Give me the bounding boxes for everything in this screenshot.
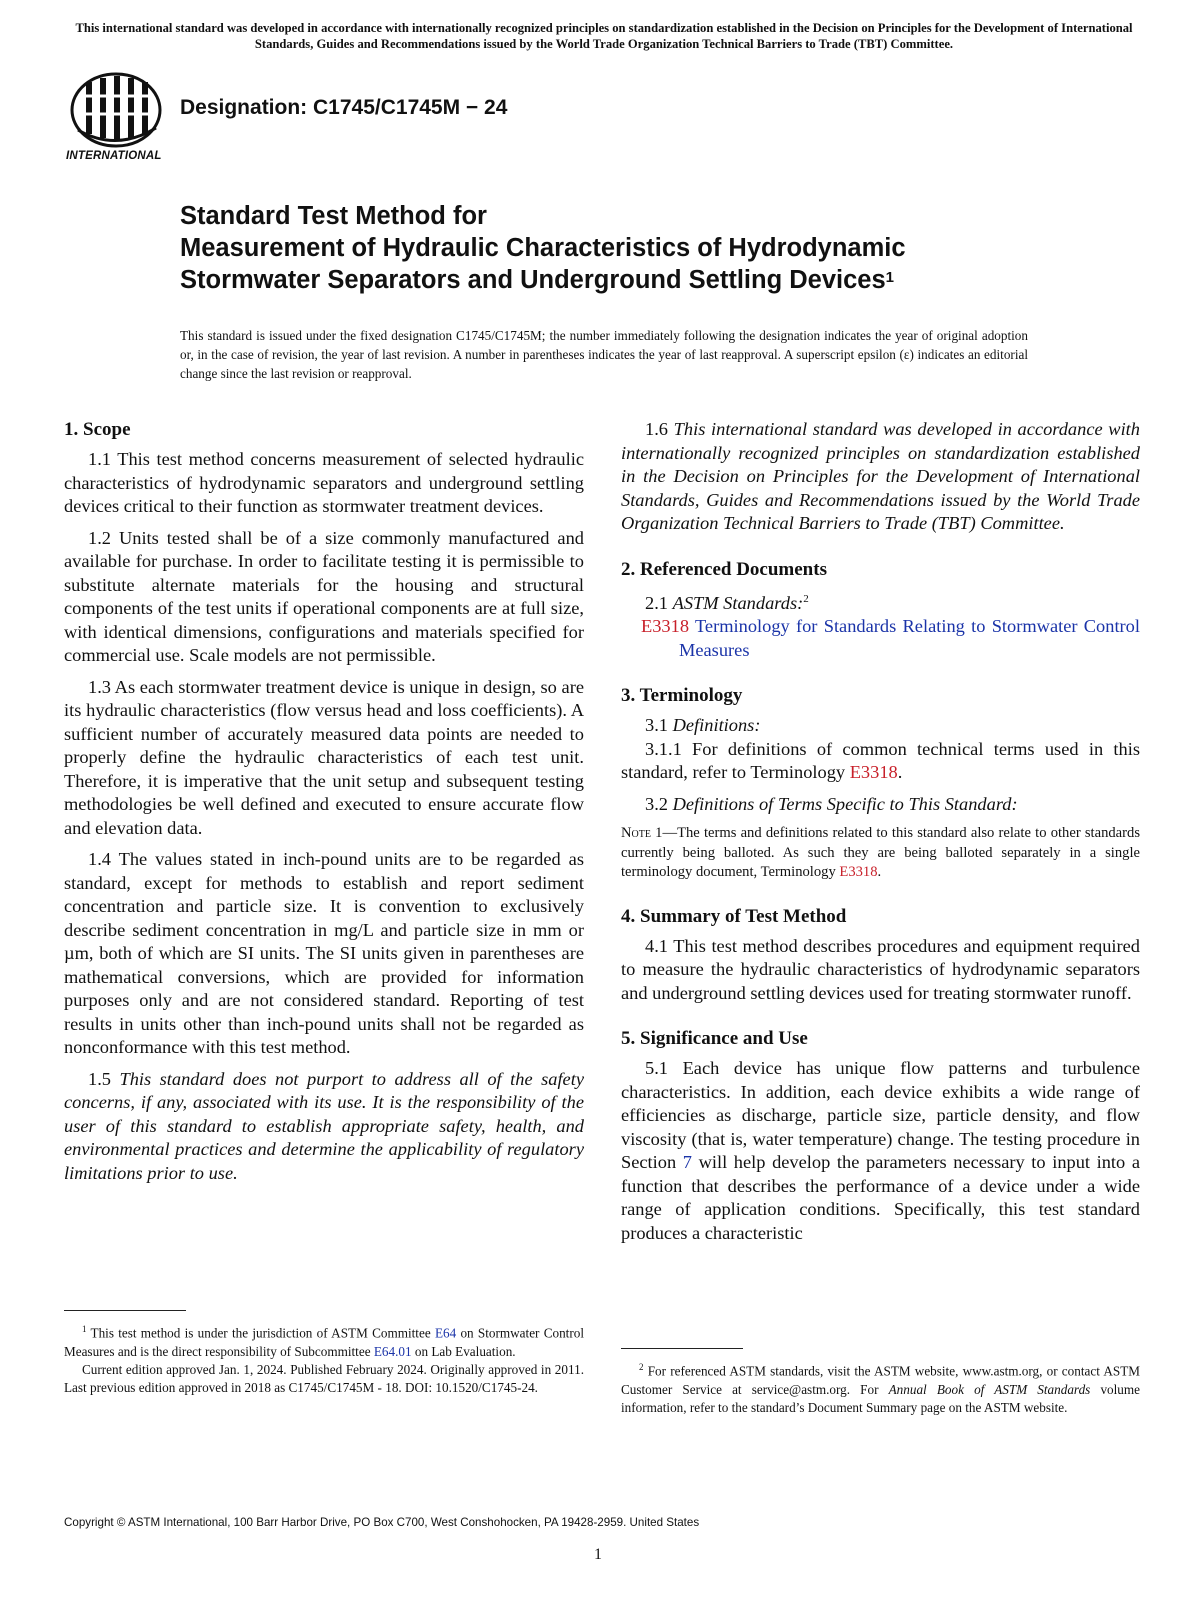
- page-number: 1: [594, 1546, 602, 1563]
- document-title: [180, 200, 1080, 296]
- logo-wordmark: INTERNATIONAL: [66, 150, 162, 162]
- section-heading-scope: 1. Scope: [64, 419, 131, 440]
- subcommittee-e64-01-link[interactable]: E64.01: [373, 1343, 412, 1359]
- designation: Designation: C1745/C1745M − 24: [180, 96, 508, 119]
- paragraph-1-5-text: This standard does not purport to address all of the safety concerns, if any, associated with its use. It is the responsibility of the user of this standard to establish appropriate safety, health, and environmental practices and determine the applicability of regulatory limitations prior to use.: [64, 1068, 584, 1183]
- paragraph-3-2-text: Definitions of Terms Specific to This Standard:: [672, 793, 1018, 814]
- paragraph-1-4: 1.4 The values stated in inch-pound units are to be regarded as standard, except for methods to establish and report sediment concentration and particle size. It is convention to exclusively describe sediment concentration in mg/L and particle size in mm or µm, both of which are SI units. The SI units given in parentheses are mathematical conversions, which are provided for information purposes only and are not considered standard. Reporting of test results in units other than inch-pound units shall not be regarded as nonconformance with this test method.: [64, 849, 584, 1057]
- footnote-1: [64, 1320, 584, 1398]
- paragraph-3-1-1-end: .: [897, 762, 903, 783]
- section-heading-referenced-documents: 2. Referenced Documents: [621, 558, 827, 580]
- paragraph-1-2: 1.2 Units tested shall be of a size commonly manufactured and available for purchase. In order to facilitate testing it is permissible to substitute alternate materials for the housing and structural components of the test units if operational components are at full size, with identical dimensions, configurations and materials specified for commercial use. Scale models are not permissible.: [64, 527, 584, 665]
- paragraph-3-1-number: 3.1: [645, 715, 668, 736]
- reference-title-link[interactable]: Terminology for Standards Relating to Stormwater Control Measures: [679, 616, 1140, 660]
- committee-e64-link[interactable]: E64: [434, 1325, 457, 1341]
- note-end: .: [877, 864, 882, 881]
- paragraph-3-2-number: 3.2: [645, 793, 668, 814]
- paragraph-1-6-text: This international standard was developed in accordance with internationally recognized principles on standardization established in the Decision on Principles for the Development of International Standards, Guides and Recommendations issued by the World Trade Organization Technical Barriers to Trade (TBT) Committee.: [621, 419, 1140, 533]
- paragraph-3-1-1-text: 3.1.1 For definitions of common technical terms used in this standard, refer to Terminology: [621, 738, 1140, 783]
- paragraph-5-1-text: 5.1 Each device has unique flow patterns and turbulence characteristics. In addition, each device exhibits a wide range of efficiencies as discharge, particle size, particle density, and flow viscosity (that is, water temperature) change. The testing procedure in Section: [621, 1058, 1140, 1173]
- paragraph-1-5: [64, 1068, 584, 1186]
- footnote-2-book-title: Annual Book of ASTM Standards: [888, 1381, 1091, 1397]
- paragraph-1-3: 1.3 As each stormwater treatment device is unique in design, so are its hydraulic characteristics (flow versus head and loss coefficients). A sufficient number of accurately measured data points are needed to properly define the hydraulic characteristics of each test unit. Therefore, it is imperative that the unit setup and subsequent testing methodologies be well defined and executed to ensure accurate flow and elevation data.: [64, 676, 584, 838]
- left-column: [64, 418, 584, 1193]
- reference-code-link[interactable]: E3318: [641, 616, 690, 637]
- paragraph-3-1-text: Definitions:: [672, 715, 761, 736]
- footnote-2-text: [621, 1358, 1140, 1417]
- section-heading-terminology: 3. Terminology: [621, 685, 743, 707]
- footnote-2-text-a: For referenced ASTM standards, visit the ASTM website, www.astm.org, or contact ASTM Customer Service at service@astm.org. For: [621, 1363, 1140, 1397]
- note-1: [621, 824, 1140, 883]
- footnote-1-text-a: This test method is under the jurisdiction of ASTM Committee: [86, 1325, 435, 1341]
- footnote-2: [621, 1358, 1140, 1417]
- title-footnote-mark[interactable]: 1: [885, 269, 895, 286]
- right-column: [621, 418, 1140, 1253]
- footnote-1-mark: 1: [82, 1324, 87, 1334]
- top-note: This international standard was developed in accordance with internationally recognized principles on standardization established in the Decision on Principles for the Development of International Standards, Guides and Recommendations issued by the World Trade Organization Technical Barriers to Trade (TBT) Committee.: [75, 21, 1133, 51]
- paragraph-2-1-number: 2.1: [645, 592, 668, 613]
- note-link-e3318[interactable]: E3318: [839, 864, 878, 881]
- footnote-2-mark: 2: [639, 1362, 644, 1372]
- reference-entry-e3318: [641, 615, 1140, 662]
- terminology-link-e3318[interactable]: E3318: [849, 762, 898, 783]
- section-7-link[interactable]: 7: [682, 1152, 692, 1173]
- paragraph-1-5-number: 1.5: [88, 1068, 111, 1089]
- paragraph-1-1: 1.1 This test method concerns measurement of selected hydraulic characteristics of hydrodynamic separators and underground settling devices critical to their function as stormwater treatment devices.: [64, 449, 584, 516]
- note-label: Note 1: [621, 825, 663, 842]
- title-line-3: [180, 264, 1080, 296]
- paragraph-3-1: [621, 714, 1140, 738]
- astm-logo: [64, 70, 170, 166]
- footnote-1-current-edition: Current edition approved Jan. 1, 2024. Published February 2024. Originally approved in 2011. Last previous edition approved in 2018 as C1745/C1745M - 18. DOI: 10.1520/C1745-24.: [64, 1361, 584, 1396]
- copyright-line: Copyright © ASTM International, 100 Barr Harbor Drive, PO Box C700, West Conshohocken, PA 19428-2959. United States: [64, 1516, 700, 1529]
- paragraph-1-6-number: 1.6: [645, 419, 668, 439]
- footnote-1-text-c: on Lab Evaluation.: [411, 1343, 516, 1359]
- issue-note: This standard is issued under the fixed designation C1745/C1745M; the number immediately following the designation indicates the year of original adoption or, in the case of revision, the year of last revision. A number in parentheses indicates the year of last reapproval. A superscript epsilon (ε) indicates an editorial change since the last revision or reapproval.: [180, 328, 1028, 381]
- paragraph-5-1-text-end: will help develop the parameters necessary to input into a function that describes the performance of a device under a wide range of application conditions. Specifically, this test standard produces a characteristic: [621, 1152, 1141, 1243]
- paragraph-3-2: [621, 793, 1140, 817]
- section-heading-summary: 4. Summary of Test Method: [621, 905, 847, 927]
- footnote-2-text-b: volume information, refer to the standard’s Document Summary page on the ASTM website.: [621, 1381, 1140, 1415]
- title-line-2: Measurement of Hydraulic Characteristics of Hydrodynamic: [180, 234, 906, 262]
- title-line-1: Standard Test Method for: [180, 202, 487, 230]
- paragraph-5-1: [621, 1057, 1140, 1245]
- paragraph-1-6: [621, 418, 1140, 536]
- note-text: —The terms and definitions related to this standard also relate to other standards currently being balloted. As such they are being balloted separately in a single terminology document, Terminology: [621, 825, 1140, 881]
- paragraph-2-1-text: ASTM Standards:: [672, 592, 804, 613]
- footnote-rule-right: [621, 1348, 743, 1349]
- paragraph-2-1: [621, 588, 1140, 616]
- paragraph-3-1-1: [621, 738, 1140, 785]
- footnote-rule-left: [64, 1310, 186, 1311]
- title-line-3-text: Stormwater Separators and Underground Settling Devices: [180, 266, 886, 294]
- paragraph-4-1: 4.1 This test method describes procedures and equipment required to measure the hydraulic characteristics of hydrodynamic separators and underground settling devices used for treating stormwater runoff.: [621, 935, 1140, 1003]
- footnote-1-text-b: on Stormwater Control Measures and is the direct responsibility of Subcommittee: [64, 1325, 584, 1359]
- footnote-1-jurisdiction: [64, 1320, 584, 1361]
- paragraph-2-1-footnote-mark[interactable]: 2: [803, 592, 809, 605]
- section-heading-significance: 5. Significance and Use: [621, 1028, 808, 1050]
